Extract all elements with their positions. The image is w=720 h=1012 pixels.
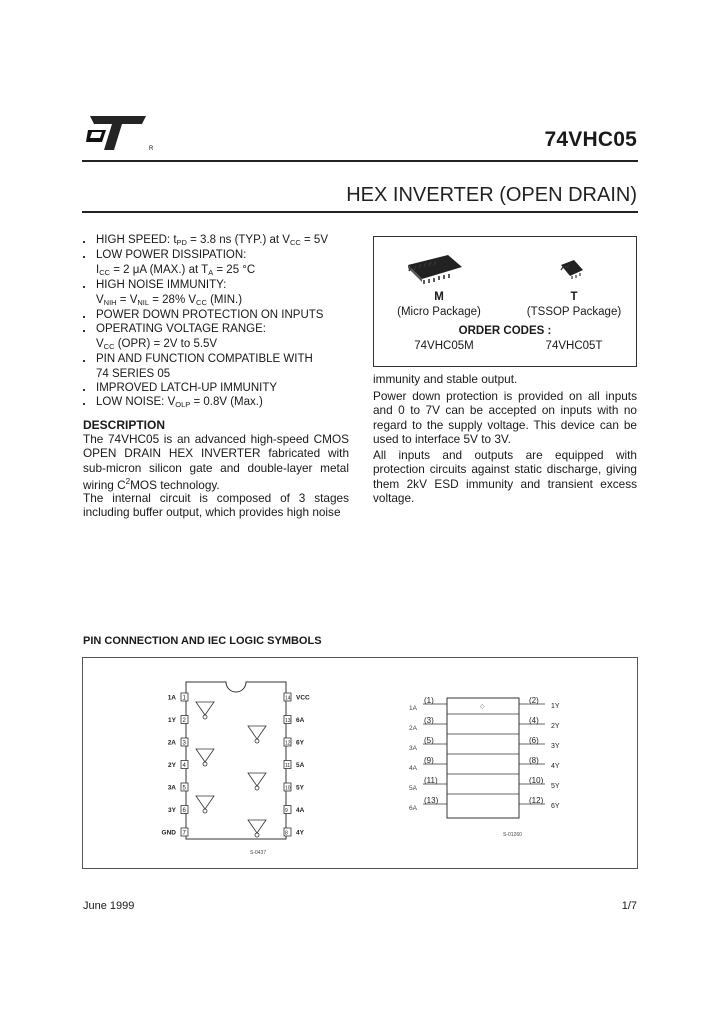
order-codes-heading: ORDER CODES : xyxy=(458,325,552,337)
tssop-package-name: (TSSOP Package) xyxy=(526,306,622,318)
iec-output-number: (6) xyxy=(529,736,539,745)
iec-output-label: 4Y xyxy=(551,763,560,770)
feature-item: PIN AND FUNCTION COMPATIBLE WITH xyxy=(83,352,353,366)
left-pin-number: 4 xyxy=(182,763,186,769)
pinout-code: S-0437 xyxy=(250,850,267,856)
iec-output-label: 2Y xyxy=(551,723,560,730)
iec-output-number: (8) xyxy=(529,756,539,765)
left-pin-label: GND xyxy=(161,829,176,837)
right-pin-number: 14 xyxy=(285,695,291,702)
iec-input-label: 6A xyxy=(409,805,417,812)
left-pin-label: 1Y xyxy=(168,717,176,724)
feature-item: $I_{CC} = 2$ μA (MAX.) at $T_A = 25$ °C xyxy=(96,263,256,277)
right-pin-number: 10 xyxy=(285,785,291,792)
feature-item: LOW POWER DISSIPATION: xyxy=(83,248,353,262)
right-pin-label: 5Y xyxy=(296,784,304,792)
left-pin-label: 3A xyxy=(167,784,176,792)
order-code-micro: 74VHC05M xyxy=(414,340,474,352)
feature-item: IMPROVED LATCH-UP IMMUNITY xyxy=(83,381,353,395)
iec-output-number: (10) xyxy=(529,776,544,785)
registered-mark: R xyxy=(149,146,154,152)
description-paragraph-1: The 74VHC05 is an advanced high-speed CMOS OPEN DRAIN HEX INVERTER fabricated with sub-micron silicon gate and double-layer metal wiring $C^2MOS$ technology. xyxy=(83,432,349,493)
order-code-tssop: 74VHC05T xyxy=(545,340,603,352)
left-pin-label: 2Y xyxy=(168,762,176,769)
tssop-package-letter: T xyxy=(570,291,578,303)
right-pin-number: 12 xyxy=(285,740,291,747)
header-rule xyxy=(82,160,638,162)
iec-input-label: 3A xyxy=(409,745,417,752)
right-pin-number: 13 xyxy=(285,718,291,724)
feature-item: 74 SERIES 05 xyxy=(96,367,171,380)
package-box xyxy=(373,236,637,367)
right-pin-number: 8 xyxy=(285,830,288,837)
iec-symbol-mark: ◇ xyxy=(480,704,485,710)
iec-input-number: (3) xyxy=(424,716,434,725)
iec-output-label: 3Y xyxy=(551,743,560,750)
footer-page: 1/7 xyxy=(621,900,637,912)
right-pin-label: 6Y xyxy=(296,739,304,747)
iec-input-number: (13) xyxy=(424,796,439,805)
footer-date: June 1999 xyxy=(83,900,135,912)
description-heading: DESCRIPTION xyxy=(83,418,166,432)
left-pin-number: 2 xyxy=(182,718,186,724)
iec-input-label: 1A xyxy=(409,705,417,712)
left-pin-number: 6 xyxy=(182,808,186,814)
description-paragraph-5: All inputs and outputs are equipped with protection circuits against static discharge, giving them 2kV ESD immunity and transient excess voltage. xyxy=(373,448,637,506)
micro-package-name: (Micro Package) xyxy=(397,306,481,318)
tssop-package-chip-icon xyxy=(558,257,586,281)
feature-item: HIGH SPEED: $t_{PD} = 3.8$ ns (TYP.) at $V_{CC} = 5V$ xyxy=(83,233,353,248)
iec-input-number: (9) xyxy=(424,756,434,765)
iec-logic-symbol xyxy=(395,690,585,860)
part-number: 74VHC05 xyxy=(544,128,637,151)
iec-output-label: 5Y xyxy=(551,783,560,790)
pin-connection-diagram xyxy=(140,677,320,859)
micro-package-chip-icon xyxy=(404,251,466,285)
iec-input-number: (1) xyxy=(424,696,434,705)
left-pin-number: 7 xyxy=(182,830,186,837)
feature-item: POWER DOWN PROTECTION ON INPUTS xyxy=(83,308,353,322)
left-pin-number: 1 xyxy=(182,695,186,702)
iec-output-number: (4) xyxy=(529,716,539,725)
iec-input-label: 2A xyxy=(409,725,417,732)
iec-output-number: (12) xyxy=(529,796,544,805)
feature-item: OPERATING VOLTAGE RANGE: xyxy=(83,322,353,336)
feature-item: $V_{NIH} = V_{NIL} = 28\%$ $V_{CC}$ (MIN.) xyxy=(96,293,243,307)
iec-code: S-01260 xyxy=(503,832,522,838)
iec-output-label: 1Y xyxy=(551,703,560,710)
left-pin-label: 1A xyxy=(167,694,176,702)
right-pin-label: 6A xyxy=(296,717,305,724)
feature-item: HIGH NOISE IMMUNITY: xyxy=(83,278,353,292)
feature-item: LOW NOISE: $V_{OLP} = 0.8V$ (Max.) xyxy=(83,395,353,410)
iec-output-number: (2) xyxy=(529,696,539,705)
iec-input-number: (5) xyxy=(424,736,434,745)
pin-section-heading: PIN CONNECTION AND IEC LOGIC SYMBOLS xyxy=(83,635,322,647)
micro-package-letter: M xyxy=(434,291,444,303)
iec-input-label: 5A xyxy=(409,785,417,792)
left-pin-number: 3 xyxy=(182,740,186,747)
iec-input-number: (11) xyxy=(424,776,438,785)
iec-input-label: 4A xyxy=(409,765,417,772)
left-pin-label: 2A xyxy=(167,739,176,747)
right-pin-label: 5A xyxy=(296,762,305,769)
st-logo xyxy=(84,108,159,154)
feature-list xyxy=(83,233,353,411)
description-paragraph-2: The internal circuit is composed of 3 stages including buffer output, which provides high noise xyxy=(83,491,349,520)
right-pin-number: 9 xyxy=(285,808,288,814)
right-pin-label: 4A xyxy=(296,807,305,814)
description-paragraph-3: immunity and stable output. xyxy=(373,372,518,386)
description-paragraph-4: Power down protection is provided on all inputs and 0 to 7V can be accepted on inputs with no regard to the supply voltage. This device can be used to interface 5V to 3V. xyxy=(373,389,637,447)
title-rule xyxy=(82,211,638,213)
document-title: HEX INVERTER (OPEN DRAIN) xyxy=(346,184,637,206)
left-pin-label: 3Y xyxy=(168,807,176,814)
right-pin-number: 11 xyxy=(285,763,291,769)
feature-item: $V_{CC}$ (OPR) = 2V to 5.5V xyxy=(96,337,218,351)
iec-output-label: 6Y xyxy=(551,803,560,810)
left-pin-number: 5 xyxy=(182,785,186,792)
right-pin-label: 4Y xyxy=(296,829,304,837)
right-pin-label: VCC xyxy=(296,694,310,702)
